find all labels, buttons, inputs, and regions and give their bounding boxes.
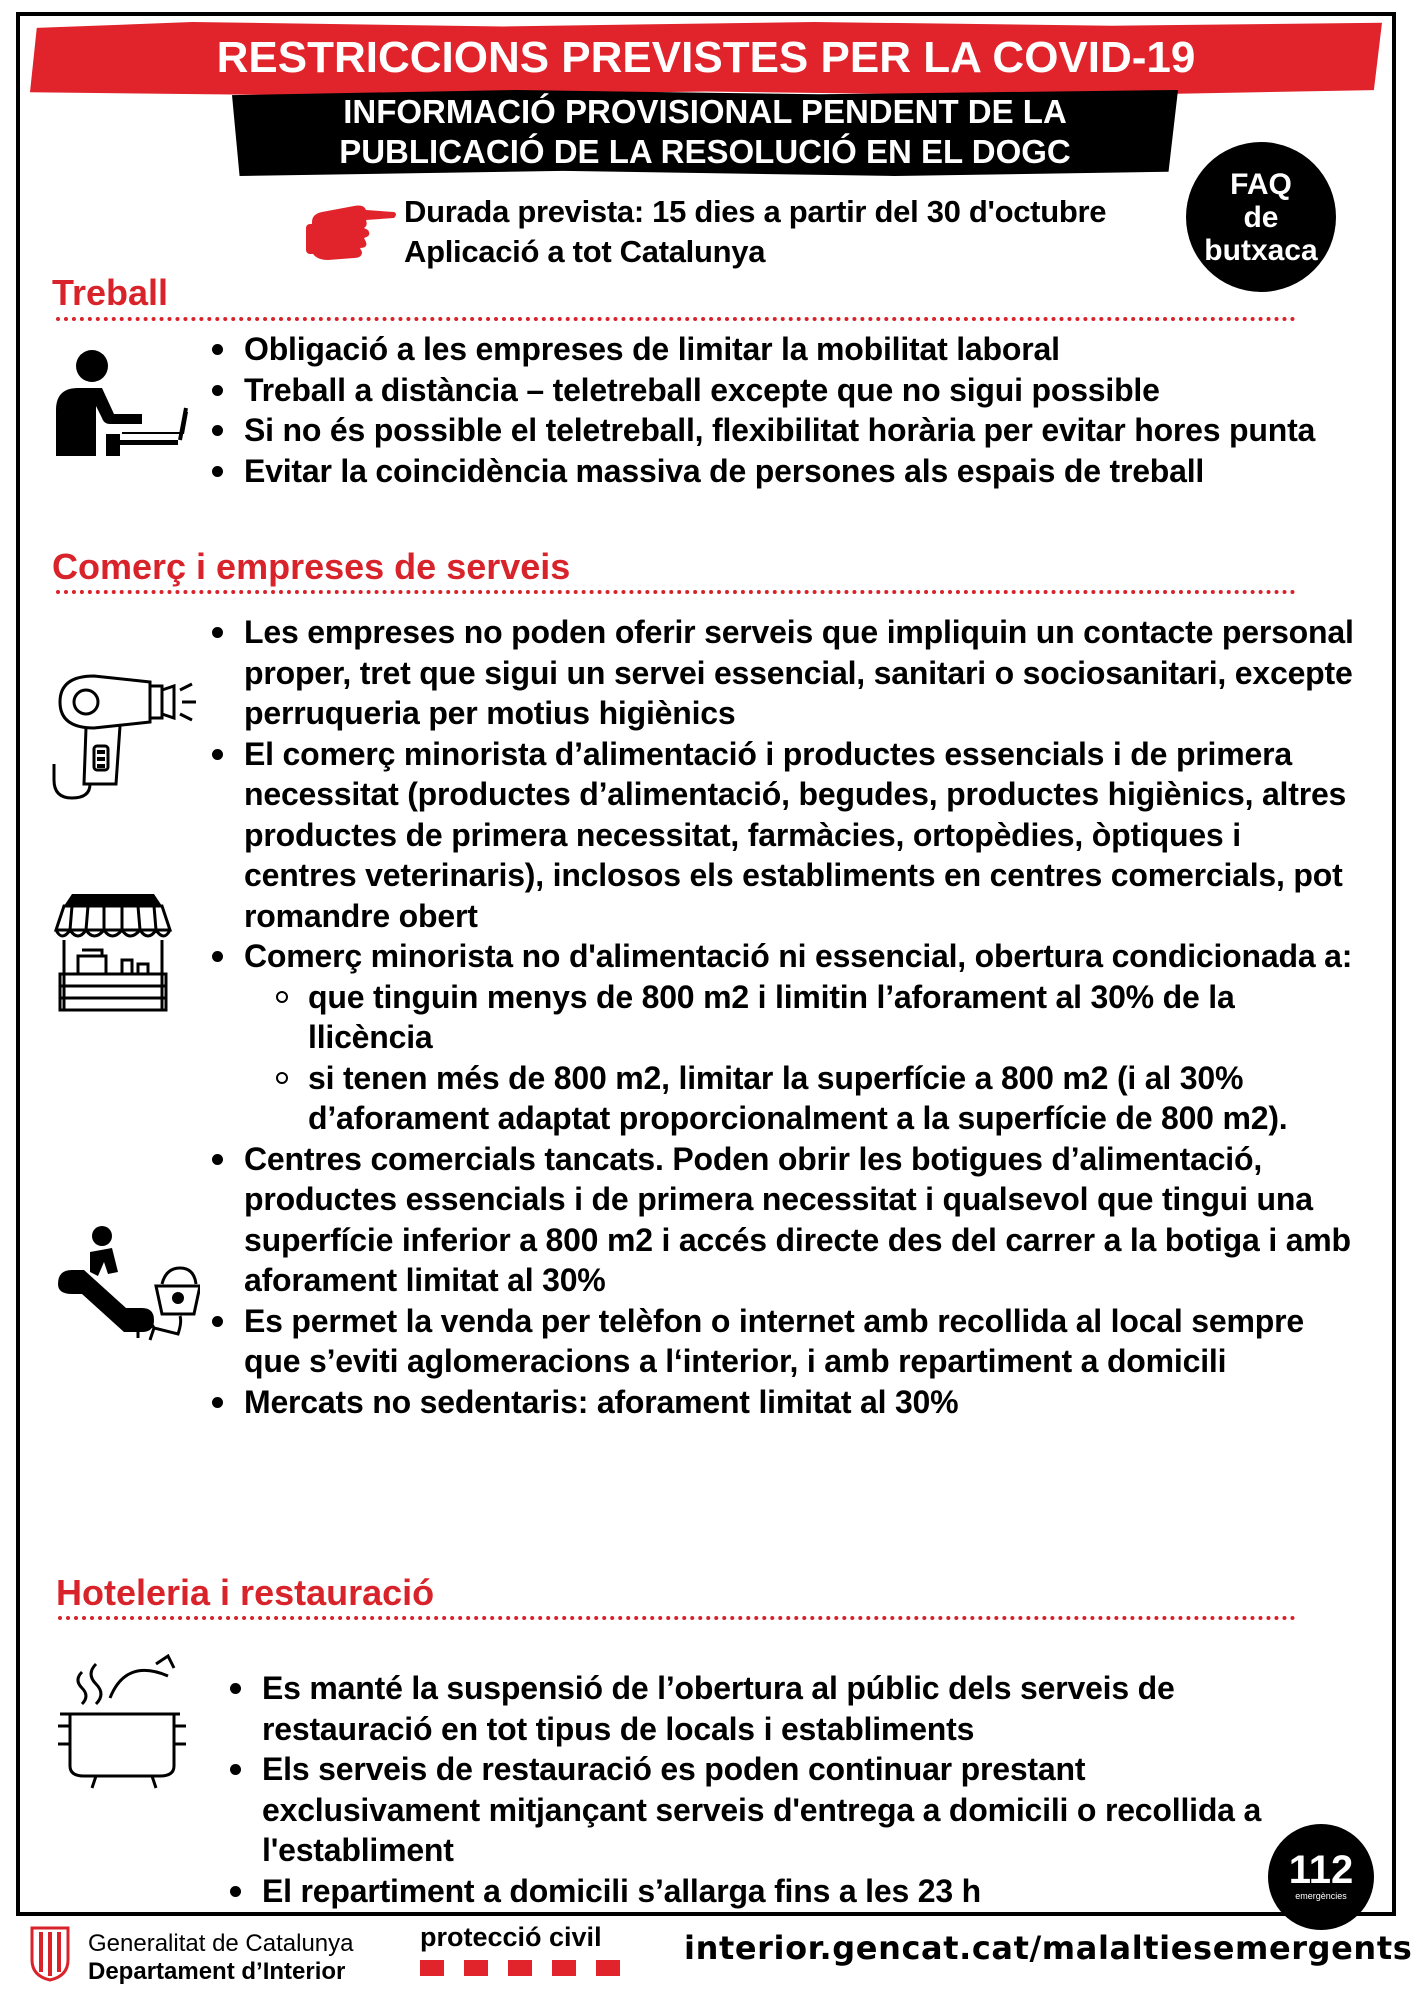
website-link[interactable]: interior.gencat.cat/malaltiesemergents xyxy=(684,1929,1413,1967)
treball-list xyxy=(208,329,1348,491)
emergency-number: 112 xyxy=(1288,1848,1354,1892)
list-item: Treball a distància – teletreball excepte que no sigui possible xyxy=(208,370,1348,411)
generalitat-logo xyxy=(30,1926,354,1986)
list-item: Centres comercials tancats. Poden obrir les botigues d’alimentació, productes essencials i de primera necessitat i qualsevol que tingui una superfície inferior a 800 m2 i accés directe des del carrer a la botiga i amb aforament limitat al 30% xyxy=(208,1139,1358,1301)
faq-line-1: FAQ xyxy=(1230,167,1292,201)
page-title: RESTRICCIONS PREVISTES PER LA COVID-19 xyxy=(216,33,1196,82)
duration-text: Durada prevista: 15 dies a partir del 30 d'octubre xyxy=(404,194,1107,229)
duration-info xyxy=(404,192,1106,272)
hair-dryer-icon xyxy=(50,668,200,800)
sublist-item: que tinguin menys de 800 m2 i limitin l’aforament al 30% de la llicència xyxy=(308,977,1358,1058)
red-square xyxy=(552,1960,576,1976)
generalitat-name: Generalitat de Catalunya xyxy=(88,1930,354,1957)
list-item: Les empreses no poden oferir serveis que impliquin un contacte personal proper, tret que sigui un servei essencial, sanitari o sociosanitari, excepte perruqueria per motius higiènics xyxy=(208,612,1358,734)
subtitle-line-1: INFORMACIÓ PROVISIONAL PENDENT DE LA xyxy=(343,93,1067,130)
remote-worker-laptop-icon xyxy=(52,348,190,460)
list-item: Es permet la venda per telèfon o internet amb recollida al local sempre que s’eviti aglomeracions a l‘interior, i amb repartiment a domicili xyxy=(208,1301,1358,1382)
red-square xyxy=(596,1960,620,1976)
scope-text: Aplicació a tot Catalunya xyxy=(404,234,766,269)
comerc-list xyxy=(208,612,1358,1422)
section-title-comerc: Comerç i empreses de serveis xyxy=(52,546,571,587)
generalitat-text xyxy=(88,1930,354,1986)
section-title-hoteleria: Hoteleria i restauració xyxy=(56,1572,435,1613)
subtitle-line-2: PUBLICACIÓ DE LA RESOLUCIÓ EN EL DOGC xyxy=(339,133,1071,170)
section-title-treball: Treball xyxy=(52,272,169,313)
department-name: Departament d’Interior xyxy=(88,1958,346,1985)
red-square xyxy=(420,1960,444,1976)
list-item: Si no és possible el teletreball, flexibilitat horària per evitar hores punta xyxy=(208,410,1348,451)
escalator-shopping-icon xyxy=(54,1224,200,1342)
list-item: Els serveis de restauració es poden continuar prestant exclusivament mitjançant serveis d'entrega a domicili o recollida a l'establiment xyxy=(226,1749,1306,1871)
list-item: Obligació a les empreses de limitar la mobilitat laboral xyxy=(208,329,1348,370)
list-item: Mercats no sedentaris: aforament limitat al 30% xyxy=(208,1382,1358,1423)
faq-badge xyxy=(1186,142,1336,292)
proteccio-civil-logo xyxy=(420,1922,620,1976)
red-square xyxy=(508,1960,532,1976)
section-divider-treball xyxy=(56,317,1296,321)
proteccio-civil-squares xyxy=(420,1960,620,1976)
proteccio-civil-text: protecció civil xyxy=(420,1922,602,1952)
emergency-label: emergències xyxy=(1295,1891,1347,1901)
section-divider-comerc xyxy=(56,590,1296,594)
list-item: Evitar la coincidència massiva de persones als espais de treball xyxy=(208,451,1348,492)
sublist-item: si tenen més de 800 m2, limitar la superfície a 800 m2 (i al 30% d’aforament adaptat proporcionalment a la superfície de 800 m2). xyxy=(308,1058,1358,1139)
red-square xyxy=(464,1960,488,1976)
emergency-112-logo xyxy=(1268,1824,1374,1930)
list-item xyxy=(208,936,1358,1139)
hoteleria-list xyxy=(226,1668,1306,1911)
faq-line-3: butxaca xyxy=(1204,233,1318,267)
list-item: El comerç minorista d’alimentació i productes essencials i de primera necessitat (productes d’alimentació, begudes, productes higiènics, altres productes de primera necessitat, farmàcies, ortopèdies, òptiques i centres veterinaris), inclosos els establiments en centres comercials, pot romandre obert xyxy=(208,734,1358,937)
condition-sublist xyxy=(244,977,1358,1139)
list-item-text: Comerç minorista no d'alimentació ni essencial, obertura condicionada a: xyxy=(244,938,1353,974)
faq-line-2: de xyxy=(1243,200,1279,234)
market-stall-icon xyxy=(52,890,174,1016)
cooking-pot-icon xyxy=(56,1654,190,1790)
senyera-shield-icon xyxy=(30,1926,70,1982)
pointing-hand-icon xyxy=(306,200,398,266)
section-divider-hoteleria xyxy=(58,1616,1296,1620)
subtitle xyxy=(232,92,1178,172)
list-item: Es manté la suspensió de l’obertura al públic dels serveis de restauració en tot tipus de locals i establiments xyxy=(226,1668,1306,1749)
list-item: El repartiment a domicili s’allarga fins a les 23 h xyxy=(226,1871,1306,1912)
